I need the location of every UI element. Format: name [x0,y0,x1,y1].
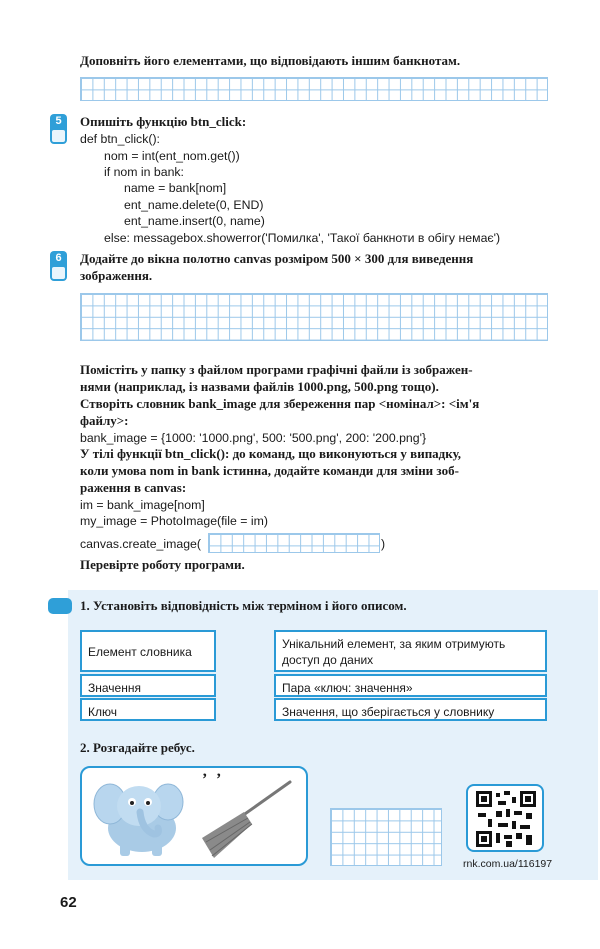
rebus-answer-grid[interactable] [330,808,442,866]
task-6-icon [52,267,65,279]
code-line: def btn_click(): [80,132,160,146]
qr-code-icon[interactable] [476,791,536,847]
task-6-line: Додайте до вікна полотно canvas розміром 500 × 300 для виведення [80,251,474,266]
code-line: im = bank_image[nom] [80,498,205,512]
quiz-q2: 2. Розгадайте ребус. [80,740,195,755]
quiz-q1: 1. Установіть відповідність між терміном і його описом. [80,598,407,613]
quiz-badge [48,598,72,614]
code-line: ent_name.delete(0, END) [124,198,264,212]
code-line: else: messagebox.showerror('Помилка', 'Такої банкноти в обігу немає') [104,231,501,245]
match-left-1[interactable]: Елемент словника [80,630,216,672]
task-6-text: Створіть словник bank_image для збереження пар <номінал>: <ім'я [80,396,480,411]
task-6-text: коли умова nom in bank істинна, додайте команди для зміни зоб- [80,463,459,478]
task-6-text: файлу>: [80,413,129,428]
rebus-box [80,766,308,866]
rebus-mark: ’ [202,771,208,788]
answer-grid-2[interactable] [80,293,548,341]
task-6-line: зображення. [80,268,153,283]
match-right-3[interactable]: Значення, що зберігається у словнику [274,698,547,721]
rebus-mark: ’ [216,771,222,788]
elephant-icon [82,768,306,864]
task-6-text: Помістіть у папку з файлом програми графічні файли із зображен- [80,362,473,377]
task-6-text: нями (наприклад, із назвами файлів 1000.png, 500.png тощо). [80,379,439,394]
code-line: ent_name.insert(0, name) [124,214,265,228]
answer-grid-1[interactable] [80,77,548,101]
task-5-title: Опишіть функцію btn_click: [80,114,247,129]
task-6-text: У тілі функції btn_click(): до команд, що виконуються у випадку, [80,446,462,461]
match-right-2[interactable]: Пара «ключ: значення» [274,674,547,697]
task-6-text: Перевірте роботу програми. [80,557,245,572]
match-right-1[interactable]: Унікальний елемент, за яким отримують доступ до даних [274,630,547,672]
task-6-badge: 6 [50,251,67,281]
qr-caption[interactable]: rnk.com.ua/116197 [463,858,553,870]
code-line: bank_image = {1000: '1000.png', 500: '500.png', 200: '200.png'} [80,431,427,445]
match-left-2[interactable]: Значення [80,674,216,697]
qr-frame [466,784,544,852]
code-line: name = bank[nom] [124,181,227,195]
code-line: canvas.create_image( [80,537,201,551]
intro-text: Доповніть його елементами, що відповідають іншим банкнотам. [80,53,461,68]
task-5-icon [52,130,65,142]
code-fill-grid[interactable] [208,533,380,553]
page-number: 62 [60,894,77,911]
code-line: if nom in bank: [104,165,184,179]
task-6-text: раження в canvas: [80,480,187,495]
code-line: ) [381,537,386,551]
code-line: nom = int(ent_nom.get()) [104,149,240,163]
task-5-badge: 5 [50,114,67,144]
match-left-3[interactable]: Ключ [80,698,216,721]
code-line: my_image = PhotoImage(file = im) [80,514,268,528]
